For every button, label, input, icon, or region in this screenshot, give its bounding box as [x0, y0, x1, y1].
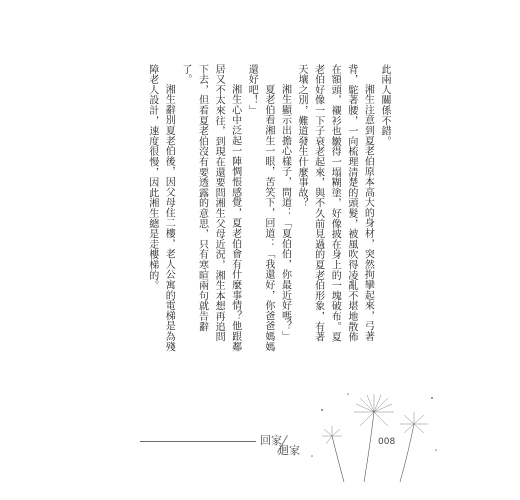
- page-number: 008: [378, 437, 396, 447]
- footer-rule: [140, 441, 256, 442]
- dandelion-head-right: [400, 412, 428, 433]
- paragraph: 夏老伯看湘生一眼，苦笑下，回道：「我還好，你爸爸媽媽還好吧！」: [246, 64, 274, 352]
- logo-text-bottom: 迴家: [278, 444, 300, 457]
- paragraph: 湘生心中泛起一陣惆悵感覺，夏老伯會有什麼事情？他跟鄰居又不太來往，到現在還要問湘生父母近況，湘生本想再追問下去，但看夏老伯沒有要透露的意思，只有寒暄兩句就告辭了。: [179, 64, 241, 352]
- dandelion-illustration: [304, 384, 444, 484]
- logo-text-top: 回家: [260, 434, 282, 447]
- paragraph: 湘生辭別夏老伯後，因父母住二樓，老人公寓的電梯是為殘障老人設計，速度很慢，因此湘生總是走樓梯的。: [146, 64, 175, 352]
- paragraph: 湘生注意到夏老伯原本高大的身材，突然拘攣起來，弓著背，駝著腰，一向梳理清楚的頭髮，被風吹得凌亂不堪地散佈在額頭，襯衫也皺得一塌糊塗，好像披在身上的一塊破布。夏老伯好像一下子衰老起來，與不久前見過的夏老伯形象，有著天壤之別，難道發生什麼事故？: [296, 64, 374, 343]
- paragraph: 湘生顯示出擔心樣子，問道：「夏伯伯，你最近好嗎？」: [279, 84, 291, 342]
- dandelion-head-left: [322, 426, 342, 444]
- dandelion-head-main: [354, 394, 394, 426]
- vertical-text-block: [140, 64, 392, 352]
- paragraph: 此兩人關係不錯。: [379, 64, 390, 147]
